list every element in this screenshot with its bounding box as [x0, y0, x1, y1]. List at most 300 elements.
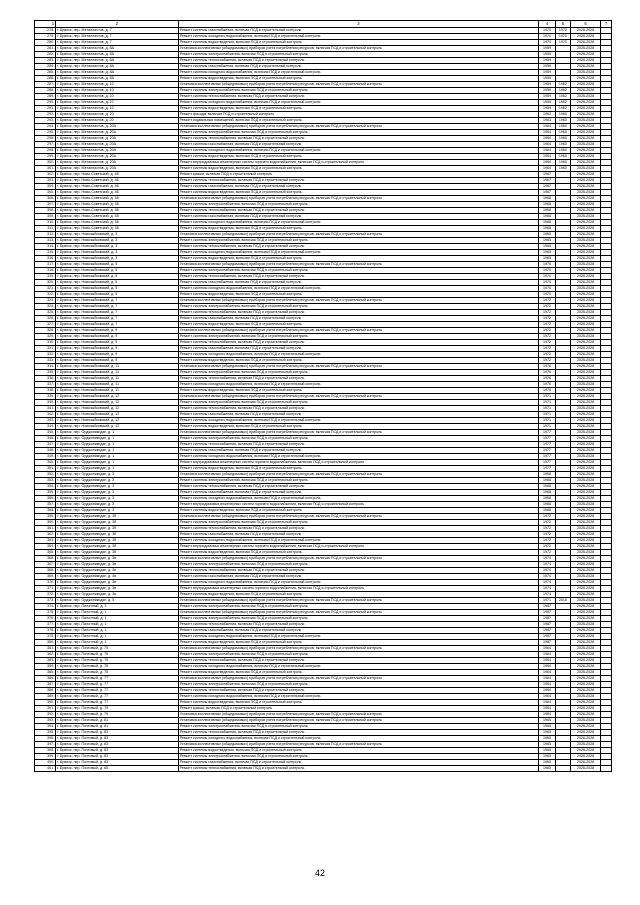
- planned-period-cell: 2026-2028: [570, 28, 601, 34]
- address-cell: г. Брянск, пер. Орджоникидзе, д. 1: [56, 454, 179, 460]
- planned-period-cell: 2026-2028: [570, 232, 601, 238]
- build-year-cell: 1959: [539, 94, 556, 100]
- repair-year-cell: 1960: [555, 130, 570, 136]
- build-year-cell: 1959: [539, 46, 556, 52]
- repair-program-table: [34, 20, 612, 772]
- address-cell: г. Брянск, пер. Пилотный, д. 1: [56, 616, 179, 622]
- planned-period-cell: 2026-2028: [570, 652, 601, 658]
- row-number: 297.: [35, 142, 56, 148]
- row-number: 387.: [35, 682, 56, 688]
- build-year-cell: 1970: [539, 34, 556, 40]
- row-number: 351.: [35, 466, 56, 472]
- row-number: 293.: [35, 118, 56, 124]
- build-year-cell: 1974: [539, 556, 556, 562]
- build-year-cell: 1977: [539, 466, 556, 472]
- row-number: 361.: [35, 526, 56, 532]
- planned-period-cell: 2026-2028: [570, 634, 601, 640]
- work-type-cell: Ремонт внутридомовых инженерных систем горячего водоснабжения, включая ПСД и строительный контроль: [178, 502, 538, 508]
- work-type-cell: Ремонт системы электроснабжения, включая ПСД и строительный контроль: [178, 238, 538, 244]
- planned-period-cell: 2026-2028: [570, 544, 601, 550]
- work-type-cell: Ремонт системы теплоснабжения, включая ПСД и строительный контроль: [178, 730, 538, 736]
- work-type-cell: Ремонт системы теплоснабжения, включая ПСД и строительный контроль: [178, 274, 538, 280]
- row-number: 396.: [35, 736, 56, 742]
- address-cell: г. Брянск, пер. Почтовый, д. 75: [56, 670, 179, 676]
- work-type-cell: Ремонт системы электроснабжения, включая ПСД и строительный контроль: [178, 268, 538, 274]
- planned-period-cell: 2026-2028: [570, 622, 601, 628]
- planned-period-cell: 2026-2028: [570, 640, 601, 646]
- row-number: 333.: [35, 358, 56, 364]
- work-type-cell: Ремонт системы водоотведения, включая ПСД и строительный контроль: [178, 256, 538, 262]
- work-type-cell: Ремонт системы газоснабжения, включая ПСД и строительный контроль: [178, 280, 538, 286]
- work-type-cell: Ремонт системы холодного водоснабжения, включая ПСД и строительный контроль: [178, 382, 538, 388]
- planned-period-cell: 2026-2028: [570, 238, 601, 244]
- row-number: 288.: [35, 88, 56, 94]
- row-number: 337.: [35, 382, 56, 388]
- build-year-cell: 1971: [539, 418, 556, 424]
- work-type-cell: Ремонт системы электроснабжения, включая ПСД и строительный контроль: [178, 724, 538, 730]
- build-year-cell: 1970: [539, 28, 556, 34]
- address-cell: г. Брянск, пер. Новозыбковский, д. 5: [56, 274, 179, 280]
- build-year-cell: 1965: [539, 232, 556, 238]
- row-number: 353.: [35, 478, 56, 484]
- row-number: 367.: [35, 562, 56, 568]
- row-number: 389.: [35, 694, 56, 700]
- address-cell: г. Брянск, пер. Почтовый, д. 85: [56, 766, 179, 772]
- address-cell: г. Брянск, пер. Новозыбковский, д. 5: [56, 280, 179, 286]
- work-type-cell: Ремонт системы холодного водоснабжения, включая ПСД и строительный контроль: [178, 286, 538, 292]
- build-year-cell: 1968: [539, 226, 556, 232]
- address-cell: г. Брянск, пер. Орджоникидзе, д. 3в: [56, 568, 179, 574]
- work-type-cell: Установка коллективных (общедомовых) приборов учета потребления ресурсов, включая ПСД и строительный контроль: [178, 232, 538, 238]
- header-col-7: 7: [601, 21, 612, 28]
- build-year-cell: 1964: [539, 130, 556, 136]
- work-type-cell: Ремонт системы газоснабжения, включая ПСД и строительный контроль: [178, 184, 538, 190]
- address-cell: г. Брянск, пер. Новозыбковский, д. 3: [56, 250, 179, 256]
- work-type-cell: Ремонт системы холодного водоснабжения, включая ПСД и строительный контроль: [178, 100, 538, 106]
- row-number: 341.: [35, 406, 56, 412]
- planned-period-cell: 2026-2028: [570, 34, 601, 40]
- work-type-cell: Ремонт системы теплоснабжения, включая ПСД и строительный контроль: [178, 94, 538, 100]
- address-cell: г. Брянск, пер. Новозыбковский, д. 5: [56, 292, 179, 298]
- work-type-cell: Ремонт системы электроснабжения, включая ПСД и строительный контроль: [178, 202, 538, 208]
- row-number: 321.: [35, 286, 56, 292]
- work-type-cell: Ремонт системы теплоснабжения, включая ПСД и строительный контроль: [178, 244, 538, 250]
- build-year-cell: 1964: [539, 166, 556, 172]
- planned-period-cell: 2026-2028: [570, 436, 601, 442]
- planned-period-cell: 2026-2028: [570, 682, 601, 688]
- work-type-cell: Установка коллективных (общедомовых) приборов учета потребления ресурсов, включая ПСД и строительный контроль: [178, 124, 538, 130]
- note-cell: [601, 766, 612, 772]
- planned-period-cell: 2026-2028: [570, 292, 601, 298]
- planned-period-cell: 2026-2028: [570, 532, 601, 538]
- address-cell: г. Брянск, пер. Орджоникидзе, д. 3: [56, 484, 179, 490]
- planned-period-cell: 2026-2028: [570, 340, 601, 346]
- row-number: 386.: [35, 676, 56, 682]
- build-year-cell: 1971: [539, 598, 556, 604]
- row-number: 317.: [35, 262, 56, 268]
- build-year-cell: 1972: [539, 514, 556, 520]
- planned-period-cell: 2026-2028: [570, 412, 601, 418]
- address-cell: г. Брянск, пер. Почтовый, д. 83: [56, 730, 179, 736]
- address-cell: г. Брянск, пер. Ново-Советский, д. 46: [56, 178, 179, 184]
- build-year-cell: 1965: [539, 256, 556, 262]
- address-cell: г. Брянск, пер. Новозыбковский, д. 5: [56, 262, 179, 268]
- work-type-cell: Ремонт внутридомовых инженерных систем горячего водоснабжения, включая ПСД и строительный контроль: [178, 460, 538, 466]
- row-number: 285.: [35, 70, 56, 76]
- address-cell: г. Брянск, пер. Ново-Советский, д. 46: [56, 190, 179, 196]
- build-year-cell: 1977: [539, 454, 556, 460]
- address-cell: г. Брянск, пер. Почтовый, д. 77: [56, 676, 179, 682]
- build-year-cell: 1968: [539, 508, 556, 514]
- build-year-cell: 1974: [539, 586, 556, 592]
- work-type-cell: Установка коллективных (общедомовых) приборов учета потребления ресурсов, включая ПСД и строительный контроль: [178, 556, 538, 562]
- row-number: 374.: [35, 604, 56, 610]
- planned-period-cell: 2026-2028: [570, 616, 601, 622]
- work-type-cell: Ремонт системы газоснабжения, включая ПСД и строительный контроль: [178, 490, 538, 496]
- row-number: 323.: [35, 298, 56, 304]
- row-number: 365.: [35, 550, 56, 556]
- build-year-cell: 1964: [539, 652, 556, 658]
- planned-period-cell: 2026-2028: [570, 514, 601, 520]
- build-year-cell: 1965: [539, 766, 556, 772]
- row-number: 312.: [35, 232, 56, 238]
- address-cell: г. Брянск, пер. Металлистов, д. 8А: [56, 76, 179, 82]
- planned-period-cell: 2026-2028: [570, 388, 601, 394]
- build-year-cell: 1972: [539, 298, 556, 304]
- row-number: 360.: [35, 520, 56, 526]
- row-number: 344.: [35, 424, 56, 430]
- planned-period-cell: 2026-2028: [570, 580, 601, 586]
- row-number: 296.: [35, 136, 56, 142]
- work-type-cell: Ремонт системы теплоснабжения, включая ПСД и строительный контроль: [178, 622, 538, 628]
- work-type-cell: Ремонт системы водоотведения, включая ПСД и строительный контроль: [178, 292, 538, 298]
- work-type-cell: Ремонт системы теплоснабжения, включая ПСД и строительный контроль: [178, 136, 538, 142]
- planned-period-cell: 2026-2028: [570, 676, 601, 682]
- address-cell: г. Брянск, пер. Орджоникидзе, д. 3в: [56, 586, 179, 592]
- row-number: 322.: [35, 292, 56, 298]
- planned-period-cell: 2026-2028: [570, 304, 601, 310]
- row-number: 352.: [35, 472, 56, 478]
- planned-period-cell: 2026-2028: [570, 718, 601, 724]
- build-year-cell: 1967: [539, 172, 556, 178]
- address-cell: г. Брянск, пер. Орджоникидзе, д. 3: [56, 478, 179, 484]
- build-year-cell: 1971: [539, 412, 556, 418]
- row-number: 346.: [35, 436, 56, 442]
- planned-period-cell: 2026-2028: [570, 262, 601, 268]
- header-col-6: 6: [570, 21, 601, 28]
- address-cell: г. Брянск, пер. Орджоникидзе, д. 3б: [56, 532, 179, 538]
- address-cell: г. Брянск, пер. Ново-Советский, д. 48: [56, 214, 179, 220]
- build-year-cell: 1959: [539, 70, 556, 76]
- row-number: 280.: [35, 40, 56, 46]
- build-year-cell: 1964: [539, 160, 556, 166]
- work-type-cell: Ремонт системы газоснабжения, включая ПСД и строительный контроль: [178, 142, 538, 148]
- planned-period-cell: 2026-2028: [570, 334, 601, 340]
- address-cell: г. Брянск, пер. Почтовый, д. 83: [56, 742, 179, 748]
- address-cell: г. Брянск, пер. Металлистов, д. 8А: [56, 70, 179, 76]
- address-cell: г. Брянск, пер. Орджоникидзе, д. 3б: [56, 550, 179, 556]
- build-year-cell: 1968: [539, 214, 556, 220]
- address-cell: г. Брянск, пер. Новозыбковский, д. 5: [56, 286, 179, 292]
- address-cell: г. Брянск, пер. Орджоникидзе, д. 3б: [56, 544, 179, 550]
- build-year-cell: 1964: [539, 670, 556, 676]
- address-cell: г. Брянск, пер. Почтовый, д. 83: [56, 736, 179, 742]
- address-cell: г. Брянск, пер. Новозыбковский, д. 11: [56, 388, 179, 394]
- work-type-cell: Ремонт системы холодного водоснабжения, включая ПСД и строительный контроль: [178, 634, 538, 640]
- row-number: 340.: [35, 400, 56, 406]
- address-cell: г. Брянск, пер. Почтовый, д. 83: [56, 754, 179, 760]
- work-type-cell: Установка коллективных (общедомовых) приборов учета потребления ресурсов, включая ПСД и строительный контроль: [178, 196, 538, 202]
- row-number: 370.: [35, 580, 56, 586]
- build-year-cell: 1974: [539, 562, 556, 568]
- repair-year-cell: 1962: [555, 82, 570, 88]
- planned-period-cell: 2026-2028: [570, 298, 601, 304]
- build-year-cell: 1987: [539, 604, 556, 610]
- work-type-cell: Ремонт крыши, включая ПСД и строительный контроль: [178, 706, 538, 712]
- work-type-cell: Ремонт системы теплоснабжения, включая ПСД и строительный контроль: [178, 178, 538, 184]
- row-number: 339.: [35, 394, 56, 400]
- address-cell: г. Брянск, пер. Почтовый, д. 81: [56, 718, 179, 724]
- address-cell: г. Брянск, пер. Металлистов, д. 20: [56, 118, 179, 124]
- address-cell: г. Брянск, пер. Металлистов, д. 10: [56, 94, 179, 100]
- work-type-cell: Ремонт системы теплоснабжения, включая ПСД и строительный контроль: [178, 568, 538, 574]
- work-type-cell: Ремонт системы электроснабжения, включая ПСД и строительный контроль: [178, 436, 538, 442]
- planned-period-cell: 2026-2028: [570, 76, 601, 82]
- address-cell: г. Брянск, пер. Почтовый, д. 77: [56, 694, 179, 700]
- work-type-cell: Ремонт системы электроснабжения, включая ПСД и строительный контроль: [178, 52, 538, 58]
- work-type-cell: Установка коллективных (общедомовых) приборов учета потребления ресурсов, включая ПСД и строительный контроль: [178, 472, 538, 478]
- row-number: 328.: [35, 328, 56, 334]
- planned-period-cell: 2026-2028: [570, 598, 601, 604]
- repair-year-cell: 1962: [555, 100, 570, 106]
- planned-period-cell: 2026-2028: [570, 568, 601, 574]
- build-year-cell: 1959: [539, 52, 556, 58]
- row-number: 391.: [35, 706, 56, 712]
- planned-period-cell: 2026-2028: [570, 736, 601, 742]
- address-cell: г. Брянск, пер. Пилотный, д. 1: [56, 610, 179, 616]
- build-year-cell: 1987: [539, 622, 556, 628]
- planned-period-cell: 2026-2028: [570, 604, 601, 610]
- address-cell: г. Брянск, пер. Металлистов, д. 8А: [56, 52, 179, 58]
- planned-period-cell: 2026-2028: [570, 274, 601, 280]
- work-type-cell: Ремонт системы теплоснабжения, включая ПСД и строительный контроль: [178, 58, 538, 64]
- address-cell: г. Брянск, пер. Новозыбковский, д. 12: [56, 412, 179, 418]
- address-cell: г. Брянск, пер. Почтовый, д. 81: [56, 724, 179, 730]
- planned-period-cell: 2026-2028: [570, 508, 601, 514]
- address-cell: г. Брянск, пер. Новозыбковский, д. 3: [56, 256, 179, 262]
- build-year-cell: 1964: [539, 688, 556, 694]
- build-year-cell: 1967: [539, 184, 556, 190]
- address-cell: г. Брянск, пер. Металлистов, д. 7: [56, 40, 179, 46]
- planned-period-cell: 2026-2028: [570, 118, 601, 124]
- address-cell: г. Брянск, пер. Ново-Советский, д. 48: [56, 220, 179, 226]
- build-year-cell: 1972: [539, 334, 556, 340]
- address-cell: г. Брянск, пер. Металлистов, д. 20А: [56, 142, 179, 148]
- build-year-cell: 1959: [539, 82, 556, 88]
- row-number: 315.: [35, 250, 56, 256]
- planned-period-cell: 2026-2028: [570, 550, 601, 556]
- row-number: 282.: [35, 52, 56, 58]
- repair-year-cell: 1960: [555, 160, 570, 166]
- row-number: 399.: [35, 754, 56, 760]
- address-cell: г. Брянск, пер. Новозыбковский, д. 9: [56, 346, 179, 352]
- row-number: 347.: [35, 442, 56, 448]
- work-type-cell: Ремонт системы газоснабжения, включая ПСД и строительный контроль: [178, 448, 538, 454]
- build-year-cell: 1964: [539, 154, 556, 160]
- planned-period-cell: 2026-2028: [570, 112, 601, 118]
- work-type-cell: Ремонт системы электроснабжения, включая ПСД и строительный контроль: [178, 604, 538, 610]
- work-type-cell: Установка коллективных (общедомовых) приборов учета потребления ресурсов, включая ПСД и строительный контроль: [178, 610, 538, 616]
- planned-period-cell: 2026-2028: [570, 670, 601, 676]
- build-year-cell: 1965: [539, 250, 556, 256]
- planned-period-cell: 2026-2028: [570, 226, 601, 232]
- work-type-cell: Ремонт системы теплоснабжения, включая ПСД и строительный контроль: [178, 484, 538, 490]
- work-type-cell: Ремонт системы теплоснабжения, включая ПСД и строительный контроль: [178, 688, 538, 694]
- address-cell: г. Брянск, пер. Новозыбковский, д. 9: [56, 352, 179, 358]
- row-number: 302.: [35, 172, 56, 178]
- address-cell: г. Брянск, пер. Металлистов, д. 7: [56, 34, 179, 40]
- planned-period-cell: 2026-2028: [570, 202, 601, 208]
- planned-period-cell: 2026-2028: [570, 502, 601, 508]
- build-year-cell: 1971: [539, 406, 556, 412]
- work-type-cell: Установка коллективных (общедомовых) приборов учета потребления ресурсов, включая ПСД и строительный контроль: [178, 364, 538, 370]
- build-year-cell: 1965: [539, 760, 556, 766]
- work-type-cell: Ремонт системы газоснабжения, включая ПСД и строительный контроль: [178, 412, 538, 418]
- planned-period-cell: 2026-2028: [570, 448, 601, 454]
- planned-period-cell: 2026-2028: [570, 472, 601, 478]
- planned-period-cell: 2026-2028: [570, 538, 601, 544]
- build-year-cell: 1987: [539, 640, 556, 646]
- planned-period-cell: 2026-2028: [570, 148, 601, 154]
- work-type-cell: Ремонт системы водоотведения, включая ПСД и строительный контроль: [178, 190, 538, 196]
- address-cell: г. Брянск, пер. Металлистов, д. 8А: [56, 64, 179, 70]
- address-cell: г. Брянск, пер. Ново-Советский, д. 48: [56, 196, 179, 202]
- planned-period-cell: 2026-2028: [570, 754, 601, 760]
- planned-period-cell: 2026-2028: [570, 208, 601, 214]
- build-year-cell: 1976: [539, 388, 556, 394]
- build-year-cell: 1968: [539, 220, 556, 226]
- planned-period-cell: 2026-2028: [570, 664, 601, 670]
- work-type-cell: Ремонт системы водоотведения, включая ПСД и строительный контроль: [178, 358, 538, 364]
- row-number: 363.: [35, 538, 56, 544]
- address-cell: г. Брянск, пер. Орджоникидзе, д. 3б: [56, 514, 179, 520]
- row-number: 368.: [35, 568, 56, 574]
- row-number: 377.: [35, 622, 56, 628]
- work-type-cell: Установка коллективных (общедомовых) приборов учета потребления ресурсов, включая ПСД и строительный контроль: [178, 262, 538, 268]
- address-cell: г. Брянск, пер. Металлистов, д. 7: [56, 28, 179, 34]
- row-number: 383.: [35, 658, 56, 664]
- build-year-cell: 1976: [539, 382, 556, 388]
- address-cell: г. Брянск, пер. Почтовый, д. 77: [56, 688, 179, 694]
- planned-period-cell: 2026-2028: [570, 724, 601, 730]
- planned-period-cell: 2026-2028: [570, 688, 601, 694]
- repair-year-cell: [555, 766, 570, 772]
- planned-period-cell: 2026-2028: [570, 370, 601, 376]
- row-number: 318.: [35, 268, 56, 274]
- address-cell: г. Брянск, пер. Орджоникидзе, д. 1: [56, 460, 179, 466]
- planned-period-cell: 2026-2028: [570, 184, 601, 190]
- work-type-cell: Ремонт системы электроснабжения, включая ПСД и строительный контроль: [178, 334, 538, 340]
- build-year-cell: 1972: [539, 520, 556, 526]
- planned-period-cell: 2026-2028: [570, 424, 601, 430]
- row-number: 326.: [35, 316, 56, 322]
- work-type-cell: Ремонт системы газоснабжения, включая ПСД и строительный контроль: [178, 64, 538, 70]
- planned-period-cell: 2026-2028: [570, 250, 601, 256]
- repair-year-cell: 1970: [555, 34, 570, 40]
- work-type-cell: Установка коллективных (общедомовых) приборов учета потребления ресурсов, включая ПСД и строительный контроль: [178, 514, 538, 520]
- row-number: 308.: [35, 208, 56, 214]
- address-cell: г. Брянск, пер. Орджоникидзе, д. 3в: [56, 556, 179, 562]
- planned-period-cell: 2026-2028: [570, 406, 601, 412]
- build-year-cell: 1972: [539, 304, 556, 310]
- planned-period-cell: 2026-2028: [570, 556, 601, 562]
- work-type-cell: Ремонт системы водоотведения, включая ПСД и строительный контроль: [178, 748, 538, 754]
- planned-period-cell: 2026-2028: [570, 592, 601, 598]
- repair-year-cell: 1960: [555, 166, 570, 172]
- row-number: 392.: [35, 712, 56, 718]
- address-cell: г. Брянск, пер. Орджоникидзе, д. 5: [56, 598, 179, 604]
- work-type-cell: Ремонт внутридомовых инженерных систем горячего водоснабжения, включая ПСД и строительный контроль: [178, 586, 538, 592]
- row-number: 286.: [35, 76, 56, 82]
- planned-period-cell: 2026-2028: [570, 172, 601, 178]
- address-cell: г. Брянск, пер. Орджоникидзе, д. 3в: [56, 574, 179, 580]
- row-number: 278.: [35, 28, 56, 34]
- work-type-cell: Ремонт системы водоотведения, включая ПСД и строительный контроль: [178, 388, 538, 394]
- build-year-cell: 1965: [539, 736, 556, 742]
- planned-period-cell: 2026-2028: [570, 394, 601, 400]
- row-number: 397.: [35, 742, 56, 748]
- row-number: 338.: [35, 388, 56, 394]
- row-number: 356.: [35, 496, 56, 502]
- work-type-cell: Ремонт системы холодного водоснабжения, включая ПСД и строительный контроль: [178, 736, 538, 742]
- build-year-cell: 1972: [539, 346, 556, 352]
- address-cell: г. Брянск, пер. Металлистов, д. 20А: [56, 160, 179, 166]
- address-cell: г. Брянск, пер. Орджоникидзе, д. 3в: [56, 592, 179, 598]
- row-number: 305.: [35, 190, 56, 196]
- build-year-cell: 1972: [539, 544, 556, 550]
- build-year-cell: 1968: [539, 502, 556, 508]
- address-cell: г. Брянск, пер. Почтовый, д. 75: [56, 652, 179, 658]
- build-year-cell: 1968: [539, 478, 556, 484]
- work-type-cell: Ремонт крыши, включая ПСД и строительный контроль: [178, 172, 538, 178]
- build-year-cell: 1964: [539, 142, 556, 148]
- build-year-cell: 1968: [539, 202, 556, 208]
- address-cell: г. Брянск, пер. Новозыбковский, д. 7: [56, 304, 179, 310]
- address-cell: г. Брянск, пер. Новозыбковский, д. 11: [56, 364, 179, 370]
- build-year-cell: 1974: [539, 574, 556, 580]
- address-cell: г. Брянск, пер. Металлистов, д. 10: [56, 106, 179, 112]
- work-type-cell: Установка коллективных (общедомовых) приборов учета потребления ресурсов, включая ПСД и строительный контроль: [178, 598, 538, 604]
- address-cell: г. Брянск, пер. Орджоникидзе, д. 3: [56, 490, 179, 496]
- row-number: 283.: [35, 58, 56, 64]
- header-col-5: 5: [555, 21, 570, 28]
- planned-period-cell: 2026-2028: [570, 586, 601, 592]
- address-cell: г. Брянск, пер. Орджоникидзе, д. 3в: [56, 562, 179, 568]
- row-number: 331.: [35, 346, 56, 352]
- repair-year-cell: 1960: [555, 124, 570, 130]
- build-year-cell: 1964: [539, 664, 556, 670]
- work-type-cell: Ремонт системы газоснабжения, включая ПСД и строительный контроль: [178, 574, 538, 580]
- work-type-cell: Ремонт системы водоотведения, включая ПСД и строительный контроль: [178, 166, 538, 172]
- address-cell: г. Брянск, пер. Орджоникидзе, д. 1: [56, 448, 179, 454]
- build-year-cell: 1965: [539, 238, 556, 244]
- address-cell: г. Брянск, пер. Почтовый, д. 77: [56, 682, 179, 688]
- build-year-cell: 1987: [539, 628, 556, 634]
- build-year-cell: 1972: [539, 358, 556, 364]
- repair-year-cell: 1960: [555, 136, 570, 142]
- repair-year-cell: 1960: [555, 142, 570, 148]
- build-year-cell: 1977: [539, 436, 556, 442]
